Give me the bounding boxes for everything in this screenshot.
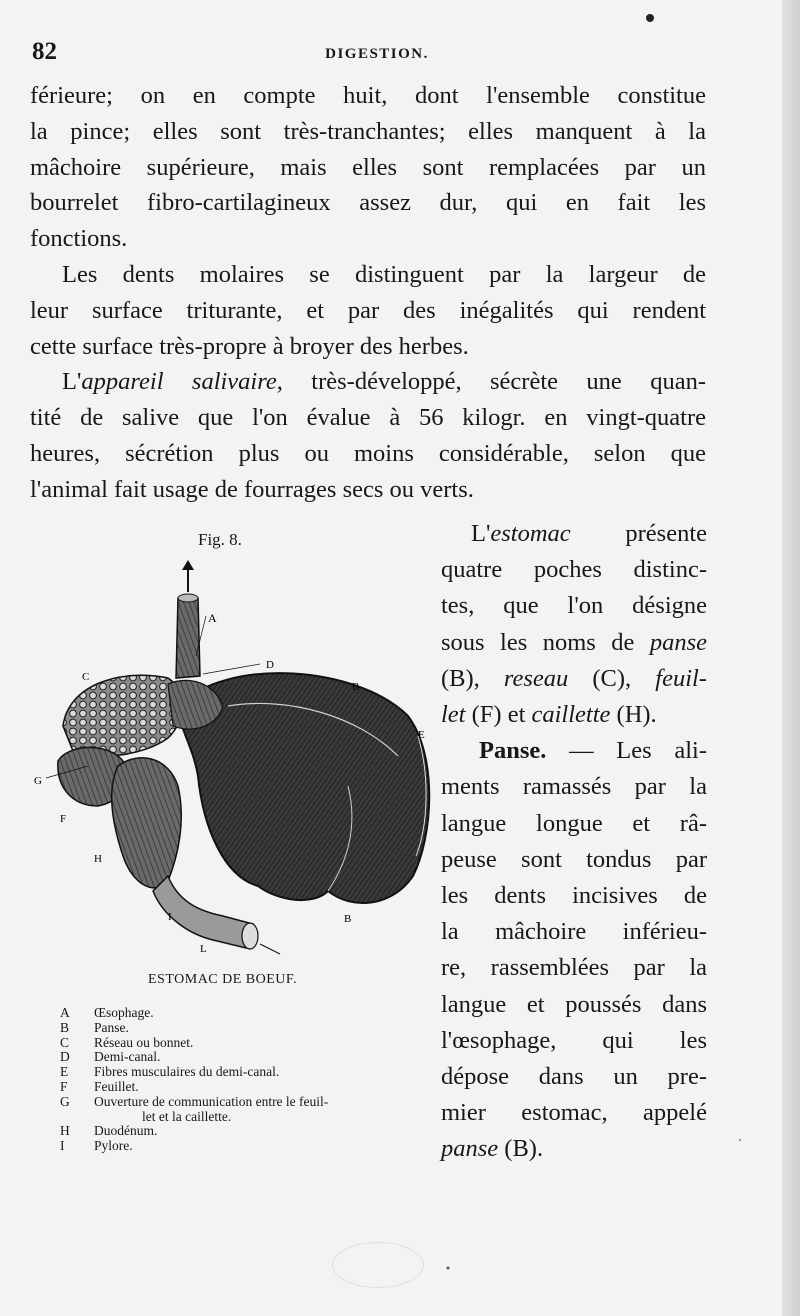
text-line: peuse sont tondus par: [441, 845, 707, 873]
italic-term: appareil salivaire: [81, 368, 277, 396]
text-line: L'appareil salivaire, très-développé, sécrète une quan-: [62, 368, 706, 396]
marker-g: G: [34, 775, 42, 787]
marker-i: I: [168, 911, 172, 923]
legend-row: I Pylore.: [60, 1138, 133, 1154]
text-line: re, rassemblées par la: [441, 954, 707, 982]
legend-row: E Fibres musculaires du demi-canal.: [60, 1064, 280, 1080]
marker-b: B: [344, 913, 352, 925]
text-line: mier estomac, appelé: [441, 1099, 707, 1127]
text-line: (B), reseau (C), feuil-: [441, 664, 707, 692]
italic-term: estomac: [490, 520, 571, 547]
running-head: DIGESTION.: [325, 46, 429, 62]
text-line: cette surface très-propre à broyer des herbes.: [30, 332, 469, 360]
section-heading-panse: Panse.: [479, 737, 547, 765]
text-line: ments ramassés par la: [441, 773, 707, 801]
marker-c: C: [82, 671, 90, 683]
text-line: mâchoire supérieure, mais elles sont remplacées par un: [30, 153, 706, 181]
text-line: quatre poches distinc-: [441, 556, 707, 584]
figure-label: Fig. 8.: [198, 530, 242, 549]
legend-row: D Demi-canal.: [60, 1049, 161, 1065]
text-line: leur surface triturante, et par des inégalités qui rendent: [30, 296, 706, 324]
marker-e: E: [418, 729, 425, 741]
text-line: langue et poussés dans: [441, 990, 707, 1018]
marker-a: A: [208, 611, 217, 625]
text-line: l'œsophage, qui les: [441, 1026, 707, 1054]
text-line: dépose dans un pre-: [441, 1063, 707, 1091]
italic-term: panse: [441, 1135, 499, 1163]
text-line: bourrelet fibro-cartilagineux assez dur, qui en fait les: [30, 189, 706, 217]
marker-l: L: [200, 943, 207, 955]
legend-row: F Feuillet.: [60, 1078, 139, 1094]
text-line: tité de salive que l'on évalue à 56 kilogr. en vingt-quatre: [30, 404, 706, 432]
text-line: la mâchoire inférieu-: [441, 918, 707, 946]
text-line: fonctions.: [30, 225, 128, 253]
marker-h: H: [94, 853, 102, 865]
text-line: Panse. — Les ali-: [441, 733, 707, 769]
text-line: férieure; on en compte huit, dont l'ensemble constitue: [30, 82, 706, 109]
legend-row: let et la caillette.: [142, 1108, 232, 1124]
legend-row: A Œsophage.: [60, 1005, 154, 1020]
text-line: let (F) et caillette (H).: [441, 701, 657, 729]
text-line: tes, que l'on désigne: [441, 592, 707, 620]
text-line: L'estomac présente: [471, 520, 707, 547]
marker-d: D: [266, 659, 274, 671]
italic-term: panse: [649, 628, 707, 656]
text-line: Les dents molaires se distinguent par la largeur de: [62, 260, 706, 288]
marker-b: B: [352, 681, 360, 693]
legend-row: C Réseau ou bonnet.: [60, 1034, 194, 1050]
text-line: langue longue et râ-: [441, 809, 707, 837]
marker-f: F: [60, 813, 67, 825]
text-line: panse (B).: [441, 1135, 544, 1163]
legend-row: G Ouverture de communication entre le feuil-: [60, 1093, 329, 1109]
text-line: les dents incisives de: [441, 882, 707, 910]
text-line: la pince; elles sont très-tranchantes; elles manquent à la: [30, 117, 706, 145]
figure-caption: ESTOMAC DE BOEUF.: [148, 972, 298, 987]
legend-row: B Panse.: [60, 1019, 129, 1035]
legend-row: H Duodénum.: [60, 1123, 158, 1139]
text-line: l'animal fait usage de fourrages secs ou verts.: [30, 475, 474, 503]
text-line: sous les noms de panse: [441, 628, 707, 656]
text-line: heures, sécrétion plus ou moins considérable, selon que: [30, 439, 706, 467]
page-number: 82: [32, 38, 57, 65]
